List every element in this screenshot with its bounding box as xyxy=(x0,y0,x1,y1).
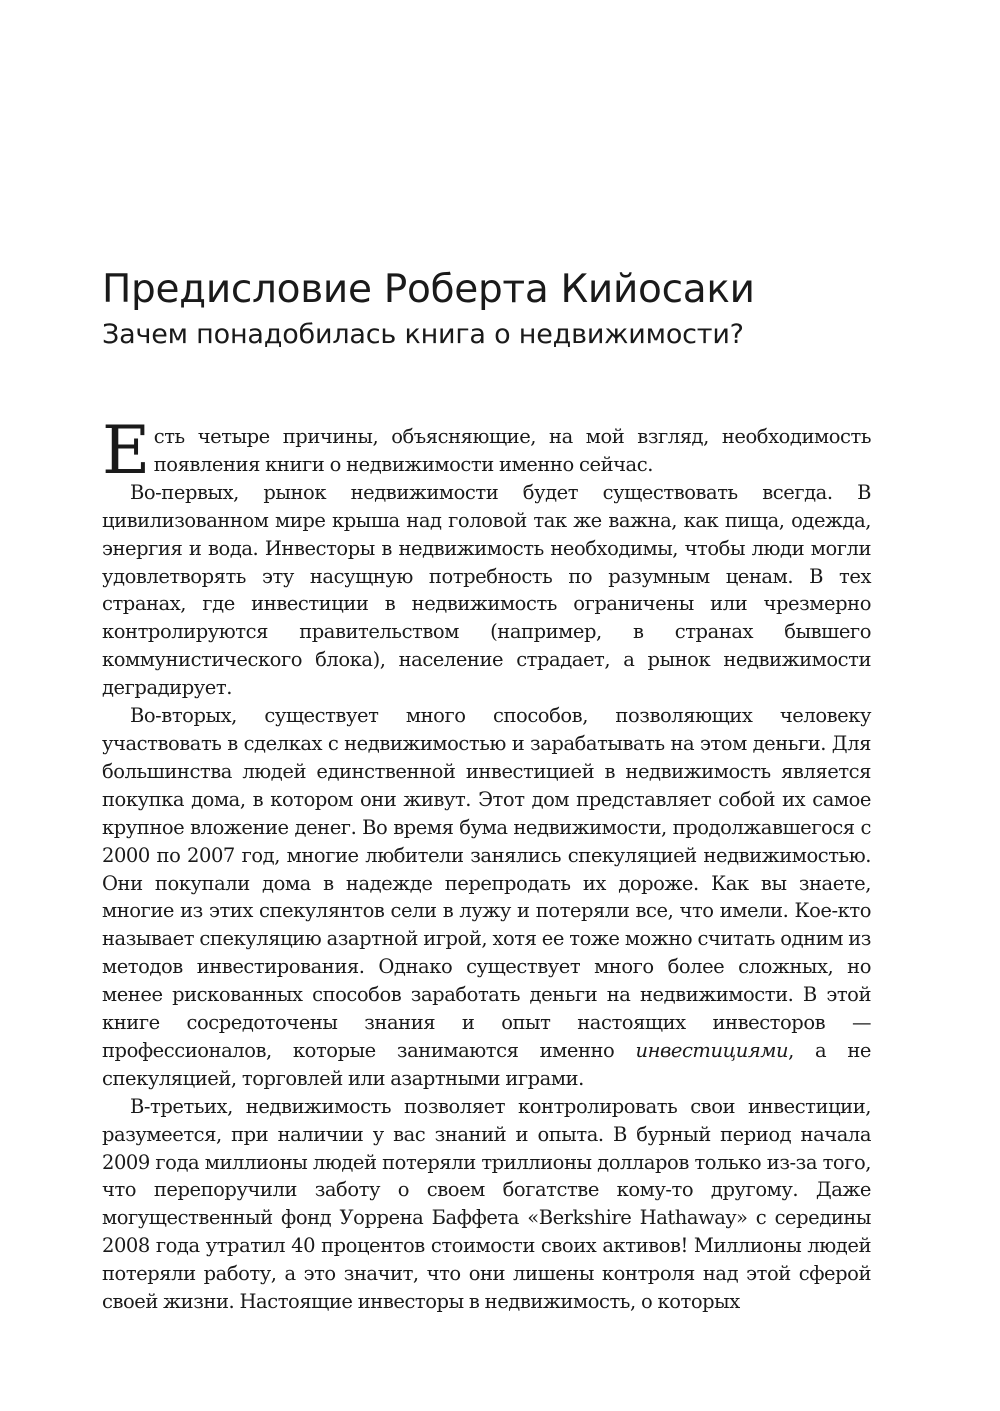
paragraph-2: Во-первых, рынок недвижимости будет существовать всегда. В цивилизованном мире крыша над головой так же важна, как пища, одежда, энергия и вода. Инвесторы в недвижимость необходимы, чтобы люди могли удовлетворять эту насущную потребность по разумным ценам. В тех странах, где инвестиции в недвижимость ограничены или чрезмерно контролируются правительством (например, в странах бывшего коммунистического блока), население страдает, а рынок недвижимости деградирует. xyxy=(102,480,871,700)
chapter-subtitle: Зачем понадобилась книга о недвижимости? xyxy=(102,319,744,350)
paragraph-4: В-третьих, недвижимость позволяет контролировать свои инвестиции, разумеется, при наличии у вас знаний и опыта. В бурный период начала 2009 года миллионы людей потеряли триллионы долларов только из-за того, что перепоручили заботу о своем богатстве кому-то другому. Даже могущественный фонд Уоррена Баффета «Berkshire Hathaway» с середины 2008 года утратил 40 процентов стоимости своих активов! Миллионы людей потеряли работу, а это значит, что они лишены контроля над этой сферой своей жизни. Настоящие инвесторы в недвижимость, о которых xyxy=(102,1094,871,1314)
emphasis-word: инвестициями xyxy=(635,1038,789,1062)
paragraph-1 xyxy=(102,412,871,489)
chapter-title: Предисловие Роберта Кийосаки xyxy=(102,267,755,312)
chapter-body xyxy=(102,412,871,1316)
paragraph-3-text-after: , а не спекуляцией, торговлей или азартными играми. xyxy=(102,1038,871,1090)
paragraph-3-text-before: Во-вторых, существует много способов, позволяющих человеку участвовать в сделках с недвижимостью и зарабатывать на этом деньги. Для большинства людей единственной инвестицией в недвижимость является покупка дома, в котором они живут. Этот дом представляет собой их самое крупное вложение денег. Во время бума недвижимости, продолжавшегося с 2000 по 2007 год, многие любители занялись спекуляцией недвижимостью. Они покупали дома в надежде перепродать их дороже. Как вы знаете, многие из этих спекулянтов сели в лужу и потеряли все, что имели. Кое-кто называет спекуляцию азартной игрой, хотя ее тоже можно считать одним из методов инвестирования. Однако существует много более сложных, но менее рискованных способов заработать деньги на недвижимости. В этой книге сосредоточены знания и опыт настоящих инвесторов — профессионалов, которые занимаются именно xyxy=(102,704,871,1062)
drop-cap: Е xyxy=(102,412,150,489)
paragraph-3 xyxy=(102,702,871,1093)
paragraph-1-text: сть четыре причины, объясняющие, на мой взгляд, необходимость появления книги о недвижимости именно сейчас. xyxy=(153,425,871,476)
